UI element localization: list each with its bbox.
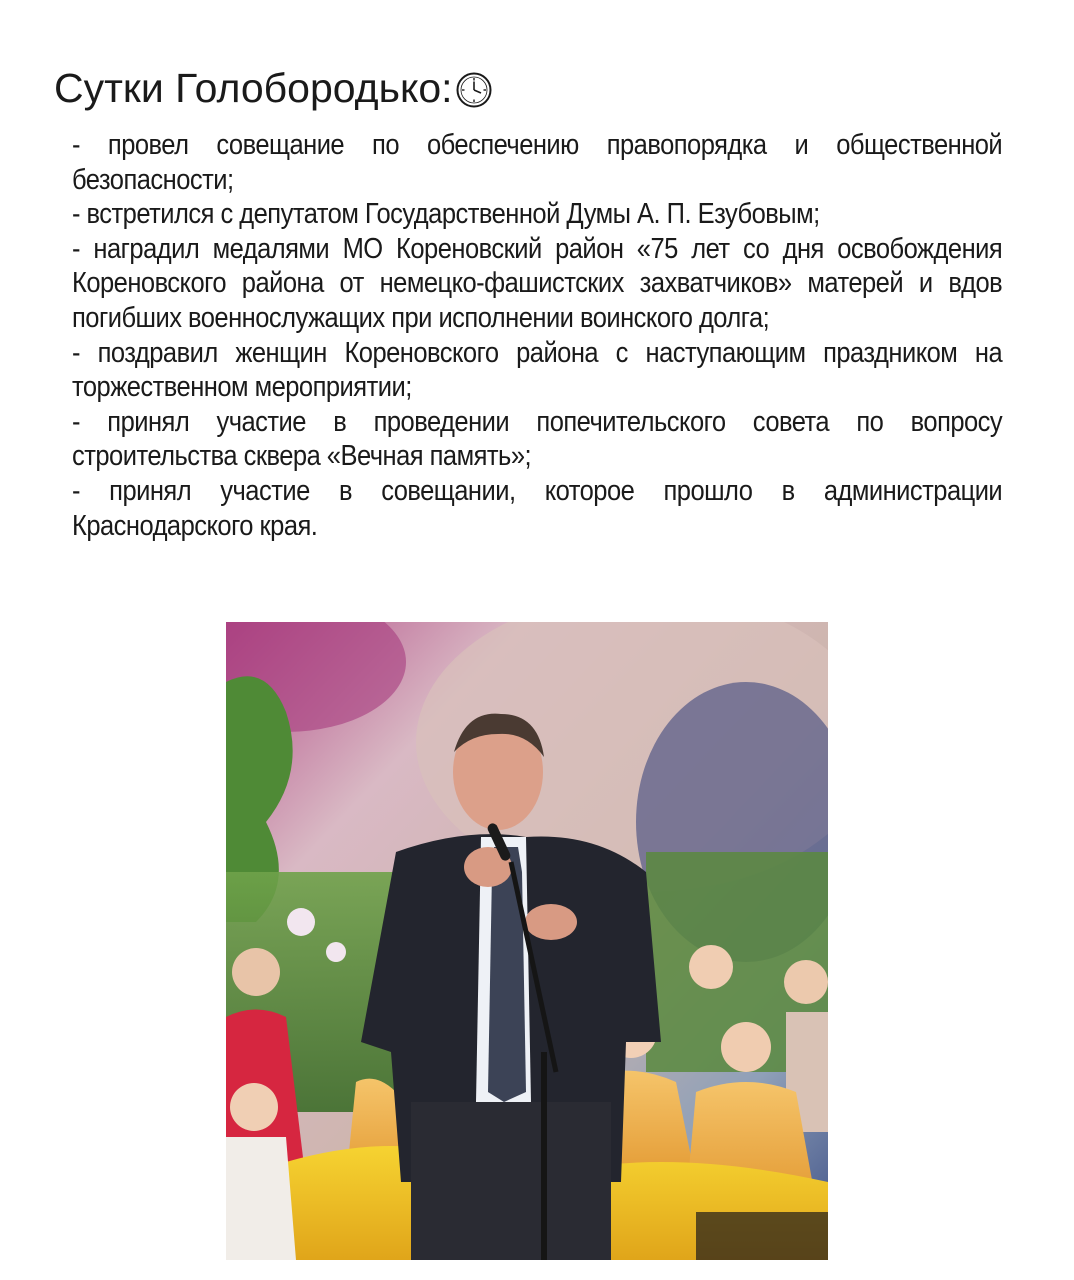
news-item: - встретился с депутатом Государственной Думы А. П. Езубовым; (72, 198, 820, 231)
news-item: - поздравил женщин Кореновского района с наступающим праздником на торжественном мероприятии; (72, 336, 1003, 404)
page-title-text: Сутки Голобородько: (54, 65, 453, 111)
news-item: - принял участие в совещании, которое прошло в администрации Краснодарского края. (72, 474, 1003, 542)
news-items (72, 128, 1002, 543)
event-photo (226, 622, 828, 1260)
page-title (54, 62, 493, 114)
clock-icon (455, 69, 493, 107)
news-item: - принял участие в проведении попечительского совета по вопросу строительства сквера «Вечная память»; (72, 405, 1003, 473)
news-item: - наградил медалями МО Кореновский район «75 лет со дня освобождения Кореновского района от немецко-фашистских захватчиков» матерей и вдов погибших военнослужащих при исполнении воинского долга; (72, 232, 1003, 334)
news-item: - провел совещание по обеспечению правопорядка и общественной безопасности; (72, 129, 1003, 196)
